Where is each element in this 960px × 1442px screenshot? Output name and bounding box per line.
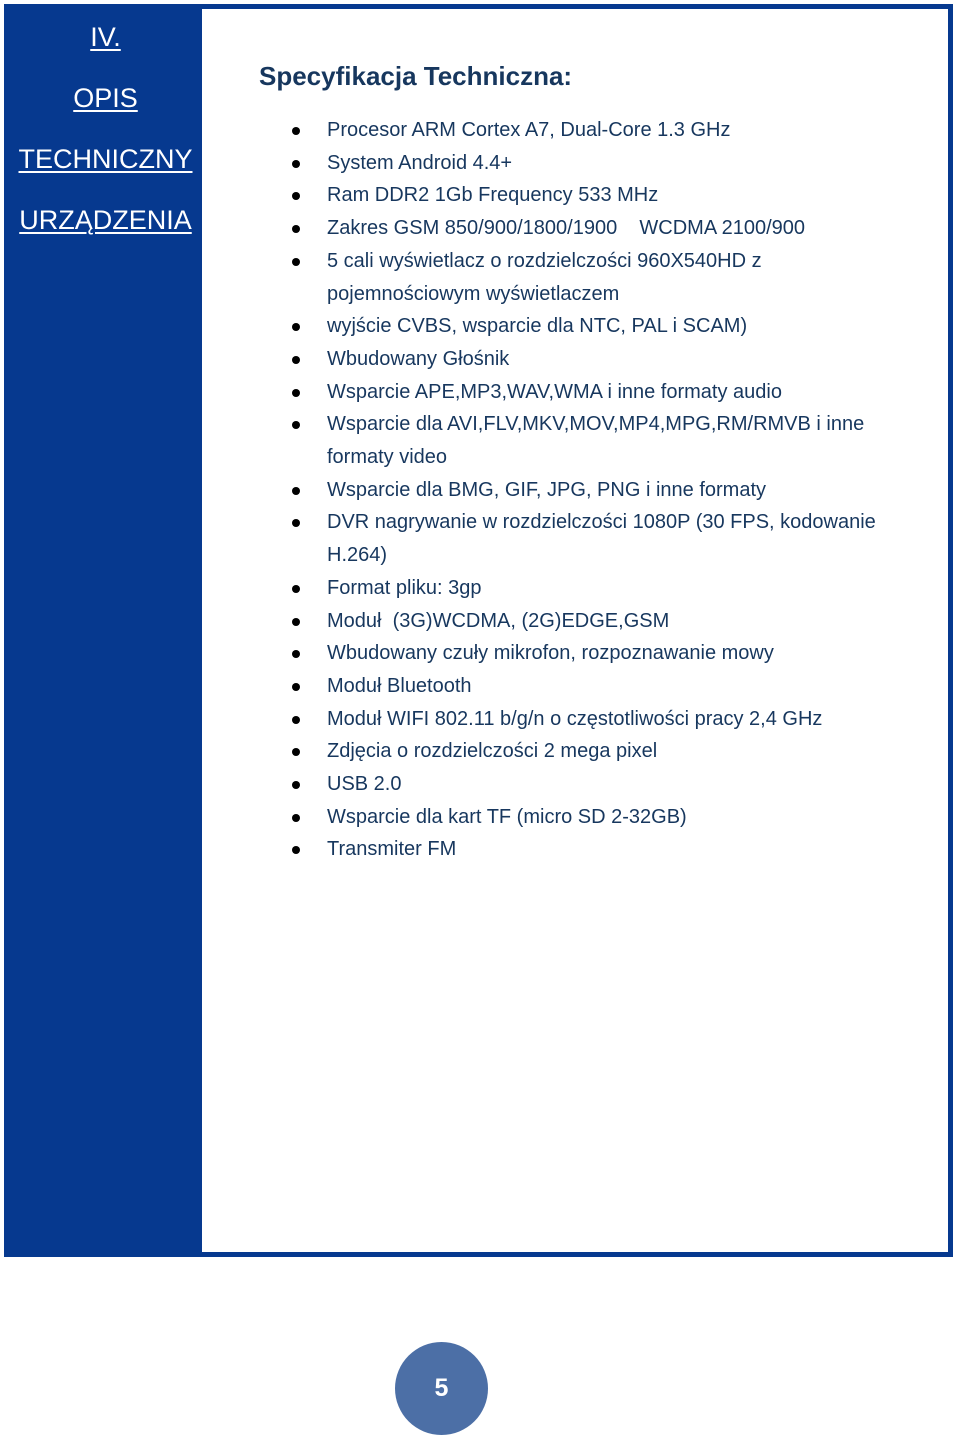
spec-text: Transmiter FM [327,838,457,861]
spec-text: Wsparcie dla kart TF (micro SD 2-32GB) [327,805,687,828]
spec-text: Wsparcie APE,MP3,WAV,WMA i inne formaty audio [327,380,782,403]
spec-item [287,408,907,473]
bullet-icon [292,618,300,626]
bullet-icon [292,225,300,233]
spec-text: DVR nagrywanie w rozdzielczości 1080P (30 FPS, kodowanie H.264) [327,511,876,567]
spec-text: USB 2.0 [327,773,402,796]
spec-item [287,833,907,866]
bullet-icon [292,160,300,168]
bullet-icon [292,356,300,364]
spec-text: Zakres GSM 850/900/1800/1900 WCDMA 2100/900 [327,217,806,240]
spec-text: wyjście CVBS, wsparcie dla NTC, PAL i SCAM) [327,315,748,338]
bullet-icon [292,683,300,691]
page-frame [4,4,953,1257]
spec-text: Moduł (3G)WCDMA, (2G)EDGE,GSM [327,609,670,632]
bullet-icon [292,192,300,200]
bullet-icon [292,421,300,429]
spec-item [287,474,907,507]
spec-text: Wbudowany Głośnik [327,347,510,370]
spec-text: Moduł Bluetooth [327,674,472,697]
spec-item [287,605,907,638]
sidebar-title-line-1: OPIS [73,83,138,113]
spec-text: Procesor ARM Cortex A7, Dual-Core 1.3 GHz [327,119,731,141]
spec-text: Wsparcie dla AVI,FLV,MKV,MOV,MP4,MPG,RM/RMVB i inne formaty video [327,413,865,469]
spec-item [287,670,907,703]
spec-text: Zdjęcia o rozdzielczości 2 mega pixel [327,740,658,763]
bullet-icon [292,389,300,397]
bullet-icon [292,814,300,822]
bullet-icon [292,323,300,331]
spec-text: Ram DDR2 1Gb Frequency 533 MHz [327,184,659,207]
bullet-icon [292,258,300,266]
page-number-badge: 5 [395,1342,488,1435]
spec-item [287,637,907,670]
spec-item [287,703,907,736]
bullet-icon [292,127,300,135]
bullet-icon [292,650,300,658]
bullet-icon [292,846,300,854]
bullet-icon [292,487,300,495]
bullet-icon [292,519,300,527]
sidebar-title-line-3: URZĄDZENIA [19,205,192,235]
spec-item [287,310,907,343]
bullet-icon [292,716,300,724]
spec-item [287,114,907,147]
spec-text: System Android 4.4+ [327,151,513,174]
spec-item [287,735,907,768]
spec-text: Wsparcie dla BMG, GIF, JPG, PNG i inne formaty [327,478,767,501]
spec-item [287,572,907,605]
bullet-icon [292,748,300,756]
spec-item [287,245,907,310]
bullet-icon [292,585,300,593]
spec-text: Moduł WIFI 802.11 b/g/n o częstotliwości pracy 2,4 GHz [327,707,823,730]
spec-item [287,768,907,801]
spec-text: Format pliku: 3gp [327,576,482,599]
spec-item [287,376,907,409]
spec-item [287,801,907,834]
sidebar [9,9,202,1252]
bullet-icon [292,781,300,789]
spec-item [287,212,907,245]
sidebar-section-number: IV. [90,22,121,52]
sidebar-title-line-2: TECHNICZNY [18,144,193,174]
spec-text: Wbudowany czuły mikrofon, rozpoznawanie mowy [327,642,774,665]
spec-item [287,343,907,376]
main-content [202,9,948,1252]
spec-list [287,114,907,866]
page-heading: Specyfikacja Techniczna: [259,61,573,91]
spec-item [287,147,907,180]
spec-item [287,506,907,571]
spec-text: 5 cali wyświetlacz o rozdzielczości 960X540HD z pojemnościowym wyświetlaczem [327,249,762,305]
spec-item [287,179,907,212]
